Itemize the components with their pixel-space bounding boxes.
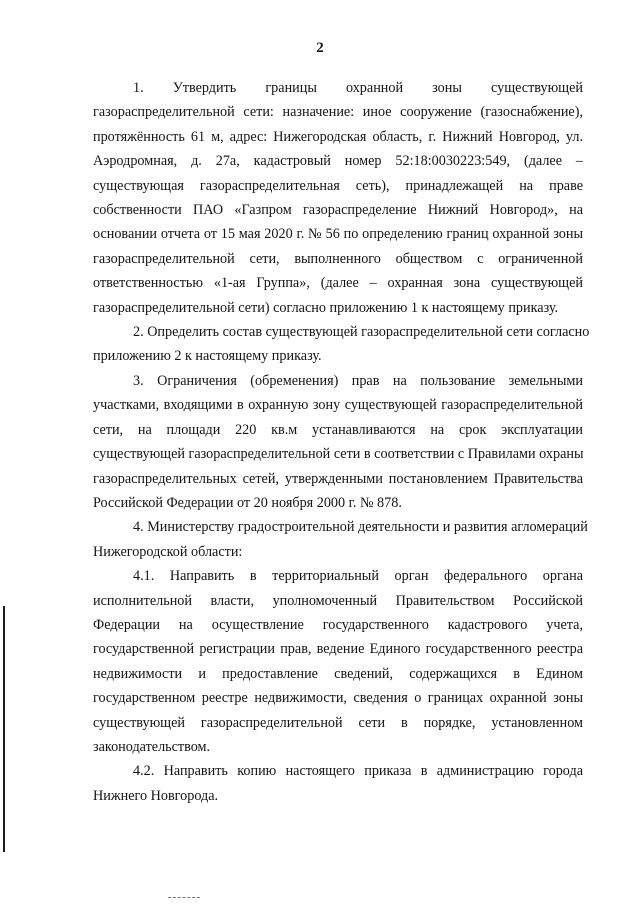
text-line: Российской Федерации от 20 ноября 2000 г. № 878. xyxy=(93,494,402,511)
text-line: протяжённость 61 м, адрес: Нижегородская область, г. Нижний Новгород, ул. xyxy=(93,128,583,145)
text-line: основании отчета от 15 мая 2020 г. № 56 по определению границ охранной зоны xyxy=(93,226,583,243)
text-line: Аэродромная, д. 27а, кадастровый номер 52:18:0030223:549, (далее – xyxy=(93,153,583,170)
page-number: 2 xyxy=(316,40,324,56)
text-line: существующей газораспределительной сети в соответствии с Правилами охраны xyxy=(93,446,584,463)
text-line: существующей газораспределительной сети в порядке, установленном xyxy=(93,714,583,731)
text-line: 3. Ограничения (обременения) прав на пользование земельными xyxy=(133,372,583,389)
text-line: сети, на площади 220 кв.м устанавливаются на срок эксплуатации xyxy=(93,421,583,438)
text-line: газораспределительной сети) согласно приложению 1 к настоящему приказу. xyxy=(93,299,559,316)
text-line: участками, входящими в охранную зону существующей газораспределительной xyxy=(93,397,583,414)
text-line: 2. Определить состав существующей газораспределительной сети согласно xyxy=(133,324,590,341)
text-line: недвижимости и предоставление сведений, содержащихся в Едином xyxy=(93,665,583,682)
text-line: 4.1. Направить в территориальный орган федерального органа xyxy=(133,568,583,585)
scan-bottom-mark xyxy=(168,897,200,899)
text-line: газораспределительных сетей, утвержденными постановлением Правительства xyxy=(93,470,583,487)
text-line: собственности ПАО «Газпром газораспределение Нижний Новгород», на xyxy=(93,202,583,219)
text-line: 4. Министерству градостроительной деятельности и развития агломераций xyxy=(133,519,588,536)
paragraph xyxy=(93,369,583,515)
paragraph xyxy=(93,76,583,320)
text-line: Нижегородской области: xyxy=(93,543,243,560)
text-line: Нижнего Новгорода. xyxy=(93,787,219,804)
text-line: государственном реестре недвижимости, сведения о границах охранной зоны xyxy=(93,690,583,707)
paragraph xyxy=(93,320,590,369)
text-line: исполнительной власти, уполномоченный Правительством Российской xyxy=(93,592,583,609)
scan-margin-line xyxy=(3,606,5,852)
text-line: 4.2. Направить копию настоящего приказа в администрацию города xyxy=(133,763,583,780)
text-line: законодательством. xyxy=(93,738,211,755)
paragraph xyxy=(93,564,583,759)
paragraph xyxy=(93,759,583,808)
text-line: газораспределительной сети, выполненного обществом с ограниченной xyxy=(93,250,583,267)
text-line: существующая газораспределительная сеть), принадлежащей на праве xyxy=(93,177,583,194)
text-line: 1. Утвердить границы охранной зоны существующей xyxy=(133,80,583,96)
document-body xyxy=(93,76,590,808)
text-line: приложению 2 к настоящему приказу. xyxy=(93,348,322,365)
text-line: Федерации на осуществление государственного кадастрового учета, xyxy=(93,616,583,633)
text-line: государственной регистрации прав, ведение Единого государственного реестра xyxy=(93,641,583,658)
text-line: газораспределительной сети: назначение: иное сооружение (газоснабжение), xyxy=(93,104,583,121)
paragraph xyxy=(93,515,588,564)
text-line: ответственностью «1-ая Группа», (далее – охранная зона существующей xyxy=(93,275,583,292)
